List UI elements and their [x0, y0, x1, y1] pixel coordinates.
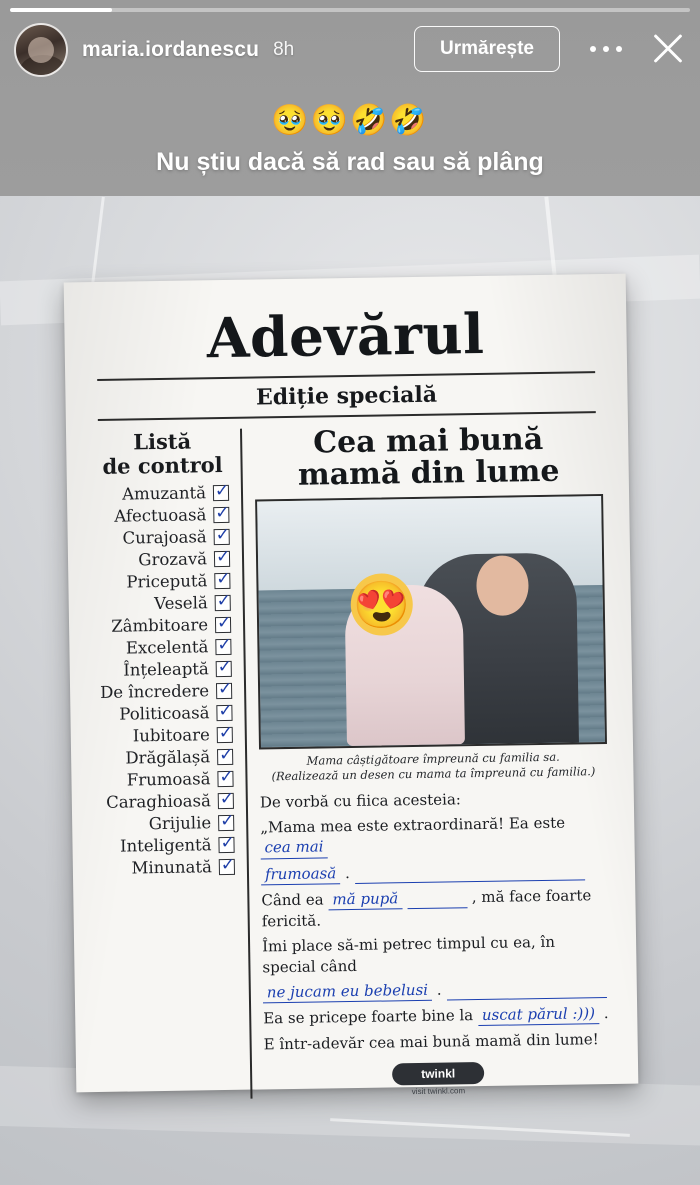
- checkbox-icon[interactable]: [214, 529, 230, 545]
- photo-caption-line1: Mama câștigătoare împreună cu familia sa.: [306, 749, 560, 768]
- q3-answer[interactable]: ne jucam eu bebelusi: [263, 980, 432, 1004]
- writing-line[interactable]: [355, 866, 585, 884]
- interview-intro: De vorbă cu fiica acesteia:: [259, 790, 462, 812]
- story-media: [0, 196, 700, 1185]
- article-headline: [254, 423, 603, 491]
- checklist-item-label: Iubitoare: [132, 725, 210, 746]
- checklist-item: [95, 615, 235, 636]
- follow-button[interactable]: Urmărește: [414, 26, 560, 72]
- article-photo: [255, 494, 607, 749]
- q1-answer-cont[interactable]: frumoasă: [261, 863, 341, 885]
- headline-line1: Cea mai bună: [312, 421, 544, 461]
- photo-caption: [259, 749, 607, 784]
- checklist-item-label: Înțeleaptă: [123, 659, 209, 680]
- checklist-item: [94, 549, 234, 570]
- q2-post: , mă face foarte fericită.: [261, 886, 592, 931]
- checklist-item: [93, 483, 233, 504]
- checklist-item: [95, 637, 235, 658]
- interview-q4: [263, 1003, 611, 1030]
- q3-end: .: [436, 980, 442, 999]
- emoji-sticker-row: 🥹🥹🤣🤣: [271, 104, 429, 137]
- checklist-item-label: Minunată: [131, 857, 213, 878]
- article-column: [242, 423, 612, 1098]
- checklist-item-label: Politicoasă: [119, 703, 210, 724]
- checklist-item-label: Curajoasă: [122, 527, 207, 548]
- checklist-title: [92, 429, 233, 479]
- q1-end: .: [344, 863, 350, 882]
- checkbox-icon[interactable]: [217, 749, 233, 765]
- story-caption: Nu știu dacă să rad sau să plâng: [156, 148, 544, 176]
- checklist-item-label: Excelentă: [125, 637, 209, 658]
- newspaper-masthead: Adevărul: [206, 300, 485, 371]
- story-user-row: [14, 20, 686, 80]
- photo-caption-line2: (Realizează un desen cu mama ta împreună cu familia.): [271, 764, 596, 784]
- checkbox-icon[interactable]: [213, 507, 229, 523]
- checklist-item: [93, 505, 233, 526]
- close-icon[interactable]: [646, 26, 690, 70]
- checkbox-icon[interactable]: [217, 771, 233, 787]
- checklist-item: [95, 593, 235, 614]
- newspaper-subhead: Ediție specială: [255, 381, 438, 411]
- checklist-item-label: Grozavă: [138, 549, 208, 570]
- checkbox-icon[interactable]: [218, 815, 234, 831]
- checklist-item: [98, 791, 238, 812]
- checkbox-icon[interactable]: [214, 551, 230, 567]
- checklist-column: [92, 429, 252, 1101]
- q4-text: Ea se pricepe foarte bine la: [263, 1006, 474, 1028]
- checklist-item: [94, 527, 234, 548]
- checklist-item: [98, 813, 238, 834]
- checklist-title-line2: de control: [102, 452, 223, 480]
- checklist-title-line1: Listă: [133, 428, 192, 455]
- q4-answer[interactable]: uscat părul :))): [478, 1003, 599, 1026]
- checklist-item: [96, 659, 236, 680]
- checkbox-icon[interactable]: [215, 639, 231, 655]
- twinkl-logo: twinkl: [392, 1062, 484, 1085]
- checklist-item-label: Caraghioasă: [105, 791, 211, 813]
- twinkl-logo-subtext: visit twinkl.com: [411, 1085, 466, 1096]
- divider: [98, 411, 596, 421]
- checklist-item-label: Frumoasă: [126, 769, 211, 790]
- timestamp-label: 8h: [273, 39, 295, 60]
- writing-line[interactable]: [407, 894, 467, 909]
- checklist-item: [98, 835, 238, 856]
- checklist-item: [97, 747, 237, 768]
- q1-answer[interactable]: cea mai: [260, 837, 327, 859]
- avatar[interactable]: [14, 23, 68, 77]
- story-progress-bar[interactable]: [10, 8, 690, 12]
- writing-line[interactable]: [446, 984, 606, 1001]
- checklist-item: [96, 681, 236, 702]
- headline-line2: mamă din lume: [297, 453, 560, 493]
- checklist-item-label: Veselă: [154, 593, 208, 614]
- checklist-item: [97, 769, 237, 790]
- worksheet-paper: [64, 274, 639, 1096]
- q3-text: Îmi place să-mi petrec timpul cu ea, în special când: [261, 933, 556, 977]
- story-header: [0, 0, 700, 196]
- checkbox-icon[interactable]: [218, 793, 234, 809]
- checklist-item-label: Inteligentă: [119, 835, 212, 856]
- checkbox-icon[interactable]: [216, 683, 232, 699]
- checkbox-icon[interactable]: [219, 859, 235, 875]
- checkbox-icon[interactable]: [218, 837, 234, 853]
- username-label[interactable]: maria.iordanescu: [82, 38, 260, 61]
- checklist-item-label: Zâmbitoare: [111, 615, 209, 637]
- checklist-item: [97, 725, 237, 746]
- checklist-item-label: Pricepută: [126, 571, 208, 592]
- checkbox-icon[interactable]: [214, 573, 230, 589]
- interview-q3: [262, 931, 611, 977]
- checkbox-icon[interactable]: [215, 617, 231, 633]
- story-progress-fill: [10, 8, 112, 12]
- q4-post: .: [603, 1004, 609, 1023]
- interview-q2: [261, 885, 610, 932]
- checklist-item: [96, 703, 236, 724]
- checklist-item-label: Drăgălașă: [125, 747, 211, 768]
- heart-eyes-emoji-sticker: 😍: [350, 573, 413, 636]
- more-options-icon[interactable]: [590, 36, 622, 62]
- checkbox-icon[interactable]: [216, 705, 232, 721]
- checkbox-icon[interactable]: [213, 485, 229, 501]
- checklist-item-label: Amuzantă: [122, 483, 207, 504]
- q1-text: „Mama mea este extraordinară! Ea este: [260, 813, 566, 837]
- interview-q5: E într-adevăr cea mai bună mamă din lume!: [263, 1030, 599, 1054]
- interview-q1-cont: [261, 859, 609, 886]
- checkbox-icon[interactable]: [215, 595, 231, 611]
- interview-section: [260, 787, 612, 1055]
- checklist-item-label: Grijulie: [148, 813, 212, 834]
- q2-text: Când ea: [261, 890, 324, 910]
- interview-q3-answer-row: [263, 977, 611, 1004]
- q2-answer[interactable]: mă pupă: [328, 888, 402, 910]
- checklist-item-label: Afectuoasă: [114, 505, 207, 526]
- interview-q1: [260, 812, 609, 859]
- checklist-item: [94, 571, 234, 592]
- checklist-item-label: De încredere: [99, 681, 210, 703]
- checkbox-icon[interactable]: [216, 661, 232, 677]
- checklist-item: [99, 857, 239, 878]
- checkbox-icon[interactable]: [217, 727, 233, 743]
